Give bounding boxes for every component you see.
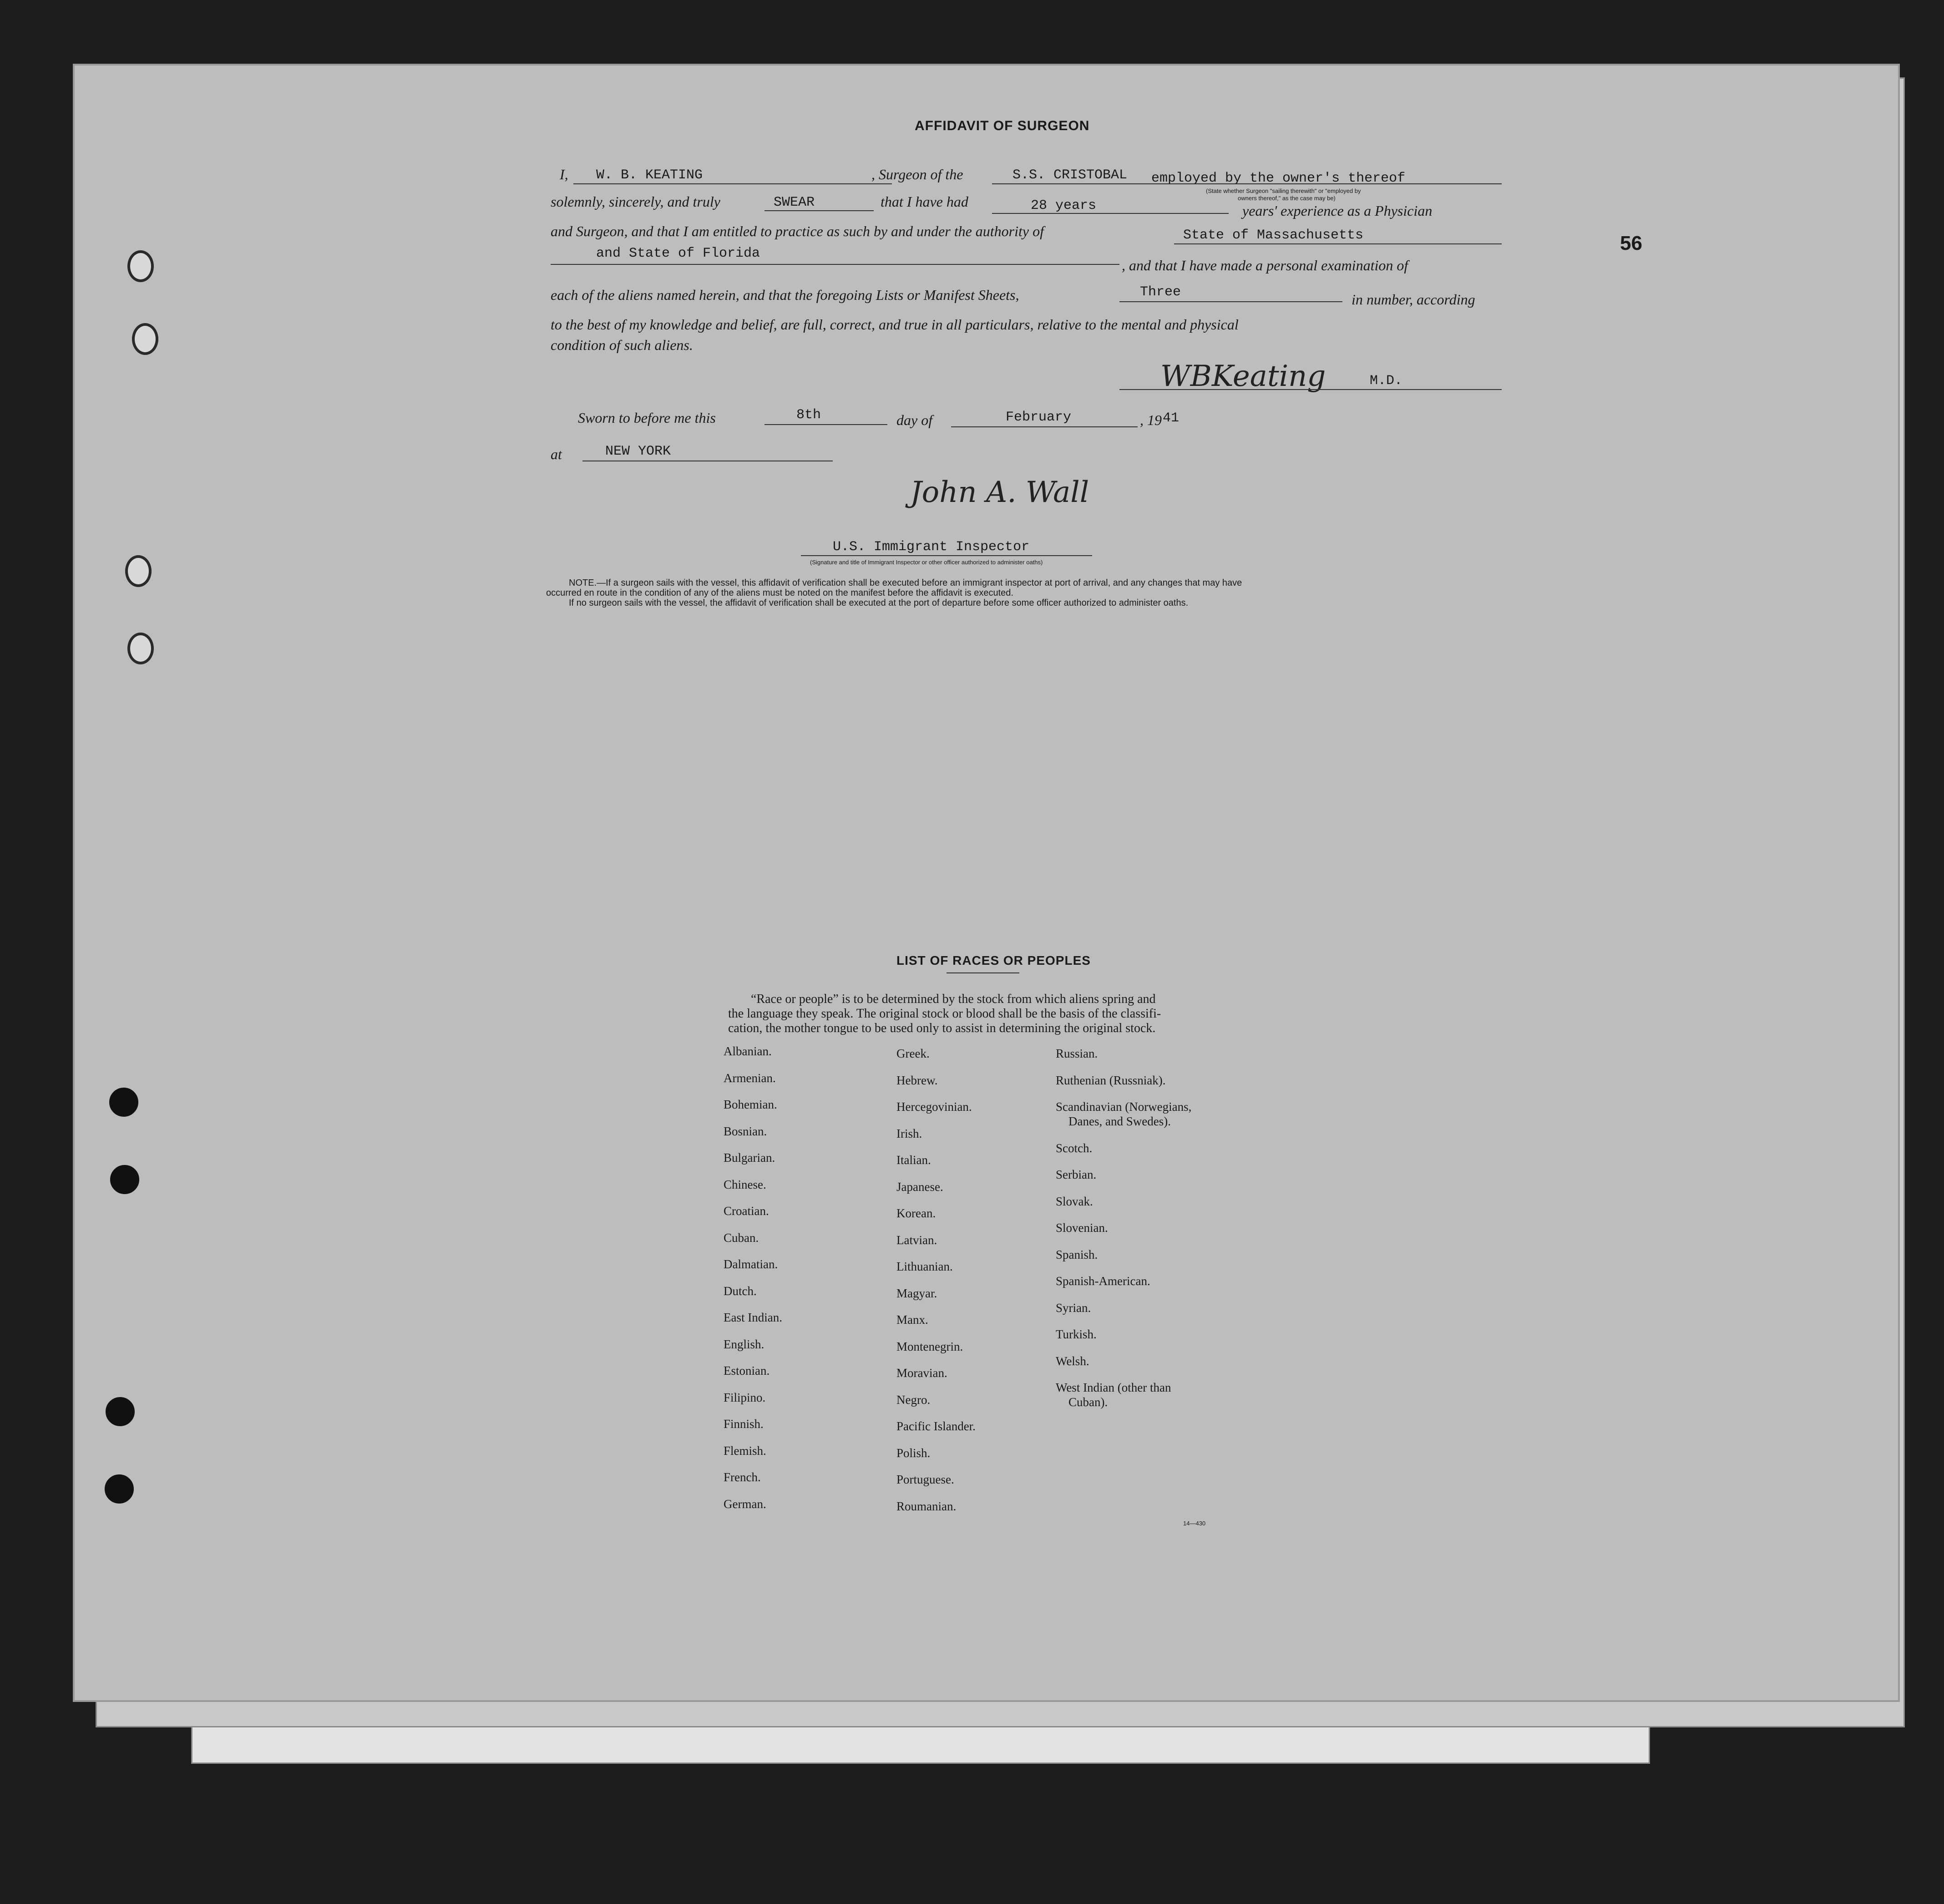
binder-hole [105,1474,134,1504]
race-item: Manx. [896,1313,928,1327]
blank-line [764,424,887,425]
race-item: Pacific Islander. [896,1419,976,1433]
affidavit-note: If no surgeon sails with the vessel, the affidavit of verification shall be executed at the port of departure before some officer authorized to administer oaths. [569,598,1189,608]
race-item: Danes, and Swedes). [1068,1114,1171,1128]
affidavit-text: , 19 [1140,412,1162,428]
binder-hole [110,1165,139,1194]
race-item: Spanish-American. [1056,1274,1150,1288]
blank-line [1119,389,1502,390]
authority-field-continued: and State of Florida [596,246,760,261]
md-label: M.D. [1370,373,1403,389]
race-item: Hebrew. [896,1073,938,1087]
blank-line [801,555,1092,556]
binder-hole [106,1397,135,1426]
affidavit-text: and Surgeon, and that I am entitled to practice as such by and under the authority of [551,223,1044,239]
race-item: Cuban. [724,1231,759,1245]
race-item: Polish. [896,1446,931,1460]
race-item: East Indian. [724,1311,782,1324]
race-item: Flemish. [724,1443,766,1458]
affidavit-text: condition of such aliens. [551,337,693,353]
affidavit-note: NOTE.—If a surgeon sails with the vessel, this affidavit of verification shall be executed before an immigrant inspector at port of arrival, and any changes that may have [569,578,1242,588]
race-item: West Indian (other than [1056,1381,1171,1394]
place-field: NEW YORK [605,444,671,459]
race-item: Irish. [896,1126,922,1140]
blank-line [1174,243,1502,244]
race-item: Russian. [1056,1047,1098,1060]
race-item: Italian. [896,1153,931,1167]
race-item: Bulgarian. [724,1151,775,1165]
surgeon-name-field: W. B. KEATING [596,167,703,183]
affidavit-text: to the best of my knowledge and belief, are full, correct, and true in all particulars, relative to the mental and physical [551,316,1239,333]
vessel-field: S.S. CRISTOBAL [1012,167,1128,183]
blank-line [764,210,874,211]
day-field: 8th [796,407,821,423]
binder-hole [132,323,158,355]
race-item: Lithuanian. [896,1260,953,1273]
race-item: Roumanian. [896,1499,957,1513]
affidavit-title: AFFIDAVIT OF SURGEON [915,118,1090,133]
races-title: LIST OF RACES OR PEOPLES [896,953,1091,967]
oath-field: SWEAR [774,195,815,210]
blank-line [992,213,1229,214]
race-item: Dutch. [724,1284,757,1298]
surgeon-signature: WBKeating [1160,360,1326,393]
races-intro: “Race or people” is to be determined by the stock from which aliens spring and [751,992,1156,1006]
race-item: Slovenian. [1056,1221,1108,1235]
binder-hole [127,250,154,282]
binder-hole [109,1088,138,1117]
blank-line [551,264,1119,265]
employment-field: employed by the owner's thereof [1151,171,1406,186]
years-field: 28 years [1031,198,1097,213]
binder-hole [127,633,154,664]
races-intro: the language they speak. The original stock or blood shall be the basis of the classifi- [728,1007,1161,1021]
title-rule [947,972,1019,973]
form-number: 14—430 [1183,1520,1206,1527]
authority-field: State of Massachusetts [1183,228,1364,243]
form-sheet [73,64,1900,1702]
sheets-field: Three [1140,284,1181,300]
employment-note: owners thereof," as the case may be) [1238,195,1336,202]
race-item: Armenian. [724,1071,776,1085]
blank-line [992,183,1502,184]
race-item: Latvian. [896,1233,937,1247]
affidavit-text: in number, according [1352,291,1475,308]
race-item: Greek. [896,1047,930,1060]
race-item: Hercegovinian. [896,1100,972,1114]
inspector-signature: John A. Wall [910,476,1089,509]
affidavit-text: solemnly, sincerely, and truly [551,193,720,210]
affidavit-text: each of the aliens named herein, and that the foregoing Lists or Manifest Sheets, [551,287,1019,303]
inspector-caption: (Signature and title of Immigrant Inspector or other officer authorized to administer oaths) [810,559,1043,566]
affidavit-text: at [551,446,562,462]
race-item: Bohemian. [724,1098,777,1111]
race-item: Chinese. [724,1177,766,1191]
race-item: Scotch. [1056,1141,1093,1155]
race-item: Cuban). [1068,1395,1108,1409]
race-item: Montenegrin. [896,1339,963,1353]
race-item: German. [724,1497,766,1511]
race-item: Bosnian. [724,1124,767,1138]
race-item: Estonian. [724,1364,770,1377]
race-item: Dalmatian. [724,1257,778,1271]
blank-line [951,426,1138,427]
race-item: Portuguese. [896,1473,954,1486]
inspector-title: U.S. Immigrant Inspector [833,539,1030,555]
employment-note: (State whether Surgeon "sailing therewith" or "employed by [1206,187,1361,194]
race-item: Turkish. [1056,1327,1097,1341]
race-item: Moravian. [896,1366,947,1380]
affidavit-text: Sworn to before me this [578,410,716,426]
race-item: Korean. [896,1206,936,1220]
affidavit-text: , Surgeon of the [871,166,963,182]
race-item: Scandinavian (Norwegians, [1056,1100,1192,1114]
race-item: Welsh. [1056,1354,1089,1368]
race-item: Serbian. [1056,1168,1097,1181]
month-field: February [1006,410,1072,425]
race-item: Finnish. [724,1417,764,1431]
affidavit-text: I, [560,166,568,182]
race-item: Negro. [896,1393,931,1407]
blank-line [1119,301,1342,302]
race-item: Filipino. [724,1390,766,1404]
affidavit-text: day of [896,412,933,428]
affidavit-text: , and that I have made a personal examination of [1122,257,1408,273]
races-intro: cation, the mother tongue to be used only to assist in determining the original stock. [728,1021,1156,1035]
page-number: 56 [1620,232,1642,254]
race-item: Croatian. [724,1204,769,1218]
blank-line [573,183,892,184]
race-item: Ruthenian (Russniak). [1056,1073,1166,1087]
race-item: French. [724,1470,761,1484]
race-item: English. [724,1337,764,1351]
affidavit-note: occurred en route in the condition of any of the aliens must be noted on the manifest before the affidavit is executed. [546,588,1013,598]
race-item: Syrian. [1056,1301,1091,1315]
binder-hole [125,555,152,587]
affidavit-text: years' experience as a Physician [1242,203,1433,219]
year-field: 41 [1163,410,1180,426]
race-item: Spanish. [1056,1247,1098,1261]
race-item: Slovak. [1056,1194,1093,1208]
race-item: Japanese. [896,1180,943,1194]
affidavit-text: that I have had [881,193,968,210]
race-item: Albanian. [724,1044,772,1058]
race-item: Magyar. [896,1286,937,1300]
